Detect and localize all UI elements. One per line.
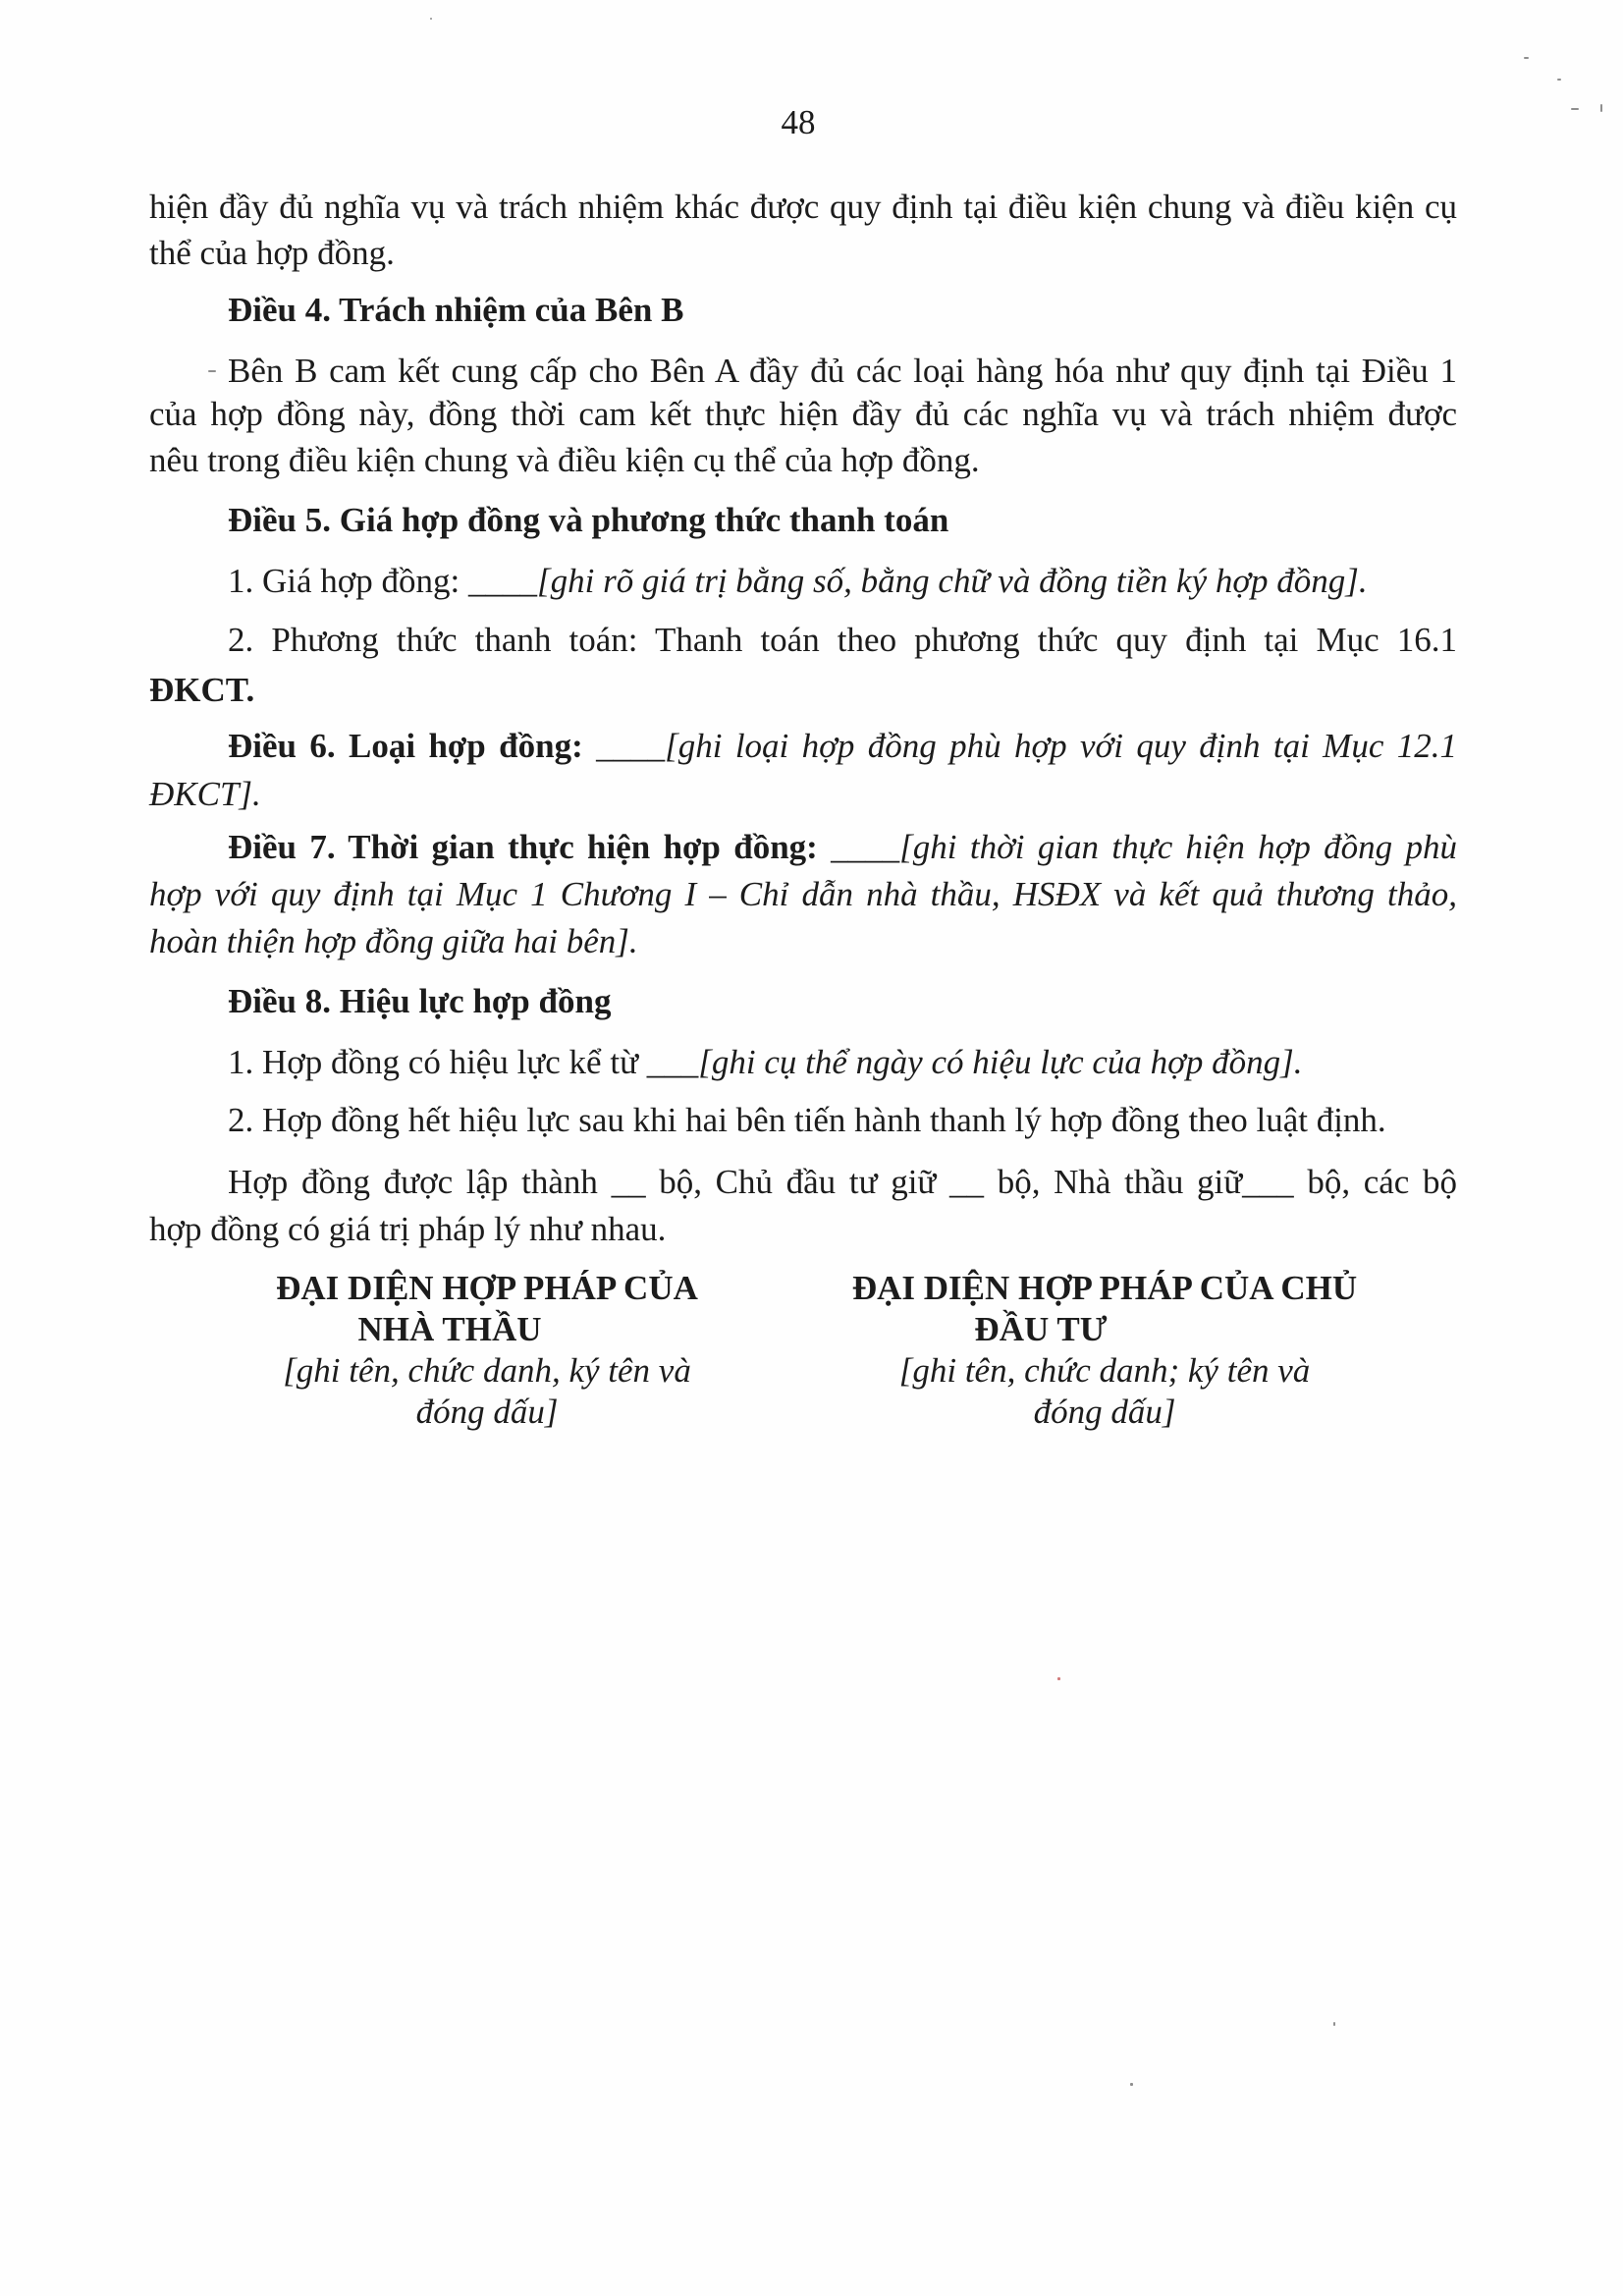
instruction-note: [ghi thời gian thực hiện hợp đồng phù [899,828,1458,866]
clause-8-heading: Điều 8. Hiệu lực hợp đồng [228,982,612,1020]
scan-speck [1057,1677,1060,1680]
scan-speck [1333,2022,1335,2026]
signature-note: [ghi tên, chức danh, ký tên và [283,1351,691,1390]
instruction-note: [ghi loại hợp đồng phù hợp với quy định tại Mục 12.1 [665,727,1457,765]
clause-5-heading: Điều 5. Giá hợp đồng và phương thức thanh toán [228,501,949,539]
paragraph-line: của hợp đồng này, đồng thời cam kết thực hiện đầy đủ các nghĩa vụ và trách nhiệm được [149,395,1457,433]
scan-speck [1571,108,1579,110]
item-label: 1. Hợp đồng có hiệu lực kể từ [228,1043,647,1081]
clause-7-line [228,825,1457,870]
signature-title: ĐẠI DIỆN HỢP PHÁP CỦA CHỦ [851,1269,1358,1307]
instruction-note: ĐKCT]. [149,775,261,813]
clause-4-heading: Điều 4. Trách nhiệm của Bên B [228,291,684,329]
scan-speck [430,18,432,20]
signature-title: NHÀ THẦU [357,1310,542,1348]
clause-7-heading: Điều 7. Thời gian thực hiện hợp đồng: [228,828,832,866]
signature-title: ĐẦU TƯ [974,1310,1108,1348]
blank-field: ____ [468,562,538,600]
signature-note: đóng dấu] [1033,1393,1176,1431]
signature-note: [ghi tên, chức danh; ký tên và [898,1351,1311,1390]
signature-note: đóng dấu] [415,1393,559,1431]
scan-speck [1524,57,1529,59]
contract-price-item [228,559,1457,604]
investor-signature-block [830,1268,1380,1433]
instruction-note: hợp với quy định tại Mục 1 Chương I – Chỉ dẫn nhà thầu, HSĐX và kết quả thương thảo, [149,875,1457,913]
scan-speck [208,370,216,372]
paragraph-line: ĐKCT. [149,671,255,709]
blank-field: ____ [831,828,900,866]
paragraph-line: thể của hợp đồng. [149,234,395,272]
paragraph-line: Hợp đồng được lập thành __ bộ, Chủ đầu tư giữ __ bộ, Nhà thầu giữ___ bộ, các bộ [228,1163,1457,1201]
blank-field: ___ [646,1043,699,1081]
page-number: 48 [781,103,816,141]
paragraph-line: nêu trong điều kiện chung và điều kiện cụ thể của hợp đồng. [149,441,980,479]
paragraph-line: hợp đồng có giá trị pháp lý như nhau. [149,1210,667,1248]
paragraph-line: Bên B cam kết cung cấp cho Bên A đầy đủ các loại hàng hóa như quy định tại Điều 1 [228,352,1457,390]
scan-speck [1600,104,1602,112]
signature-title: ĐẠI DIỆN HỢP PHÁP CỦA [276,1269,698,1307]
instruction-note: [ghi rõ giá trị bằng số, bằng chữ và đồng tiền ký hợp đồng]. [537,562,1368,600]
blank-field: ____ [596,727,666,765]
payment-method-item: 2. Phương thức thanh toán: Thanh toán theo phương thức quy định tại Mục 16.1 [228,621,1457,659]
expiry-item: 2. Hợp đồng hết hiệu lực sau khi hai bên tiến hành thanh lý hợp đồng theo luật định. [228,1101,1386,1139]
scan-speck [1557,79,1561,81]
effective-date-item [228,1040,1457,1085]
scan-speck [1130,2083,1133,2086]
paragraph-line: hiện đầy đủ nghĩa vụ và trách nhiệm khác được quy định tại điều kiện chung và điều kiện cụ [149,188,1457,226]
instruction-note: [ghi cụ thể ngày có hiệu lực của hợp đồng]. [698,1043,1303,1081]
contractor-signature-block [212,1268,762,1433]
item-label: 1. Giá hợp đồng: [228,562,469,600]
clause-6-heading: Điều 6. Loại hợp đồng: [228,727,597,765]
clause-6-line [228,724,1457,769]
instruction-note: hoàn thiện hợp đồng giữa hai bên]. [149,922,638,960]
